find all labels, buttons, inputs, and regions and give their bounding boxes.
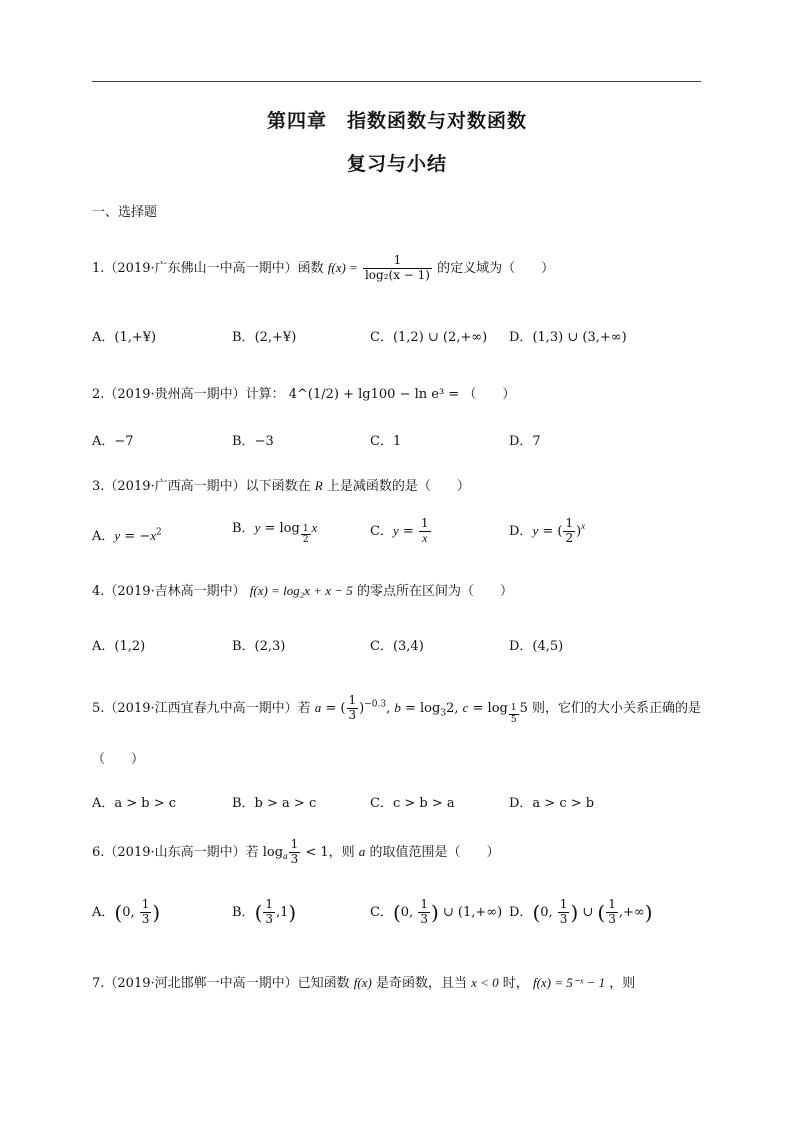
q2-option-c: C．1	[370, 434, 402, 449]
q4-option-c: C．(3,4)	[370, 639, 424, 654]
q6-option-c: C．(0, $\frac{1}{3}$ ) ∪ (1,+∞)	[370, 897, 503, 926]
q6-var-a: a	[358, 843, 366, 859]
q4-expression: f(x) = log₂x + x − 5	[249, 583, 353, 598]
question-5	[92, 694, 701, 725]
q6-option-d: D．(0, $\frac{1}{3}$ ) ∪ ( $\frac{1}{3}$ ,+∞)	[509, 897, 653, 926]
q6-mid: < 1，则	[305, 844, 355, 860]
section-heading: 一、选择题	[92, 205, 158, 220]
question-2	[92, 383, 515, 402]
q1-option-c-value: (1,2) ∪ (2,+∞)	[392, 330, 488, 345]
q7-mid2: 时，	[502, 976, 529, 991]
q4-tail: 的零点所在区间为（ ）	[356, 584, 513, 599]
q3-option-c: C．y = $\frac{1}{x}$	[370, 516, 429, 545]
q4-option-a: A．(1,2)	[92, 639, 146, 654]
q6-option-b: B．( $\frac{1}{3}$ ,1)	[232, 897, 297, 926]
q1-option-b-value: (2,+¥)	[254, 330, 297, 345]
q3-tail: 上是减函数的是（ ）	[326, 479, 470, 494]
q4-option-d: D．(4,5)	[509, 639, 564, 654]
header-rule	[92, 81, 701, 82]
q2-tail: （ ）	[463, 387, 516, 402]
q3-set-R: R	[314, 478, 323, 493]
question-3	[92, 475, 470, 494]
q2-lead: 2.（2019·贵州高一期中）计算：	[92, 387, 285, 402]
q1-option-d-value: (1,3) ∪ (3,+∞)	[532, 330, 627, 345]
q1-lead: 1.（2019·广东佛山一中高一期中）函数	[92, 260, 324, 276]
q2-option-b: B．−3	[232, 434, 274, 449]
q1-fx: f(x) =	[327, 259, 358, 275]
q7-expression: f(x) = 5⁻ˣ − 1	[532, 975, 606, 990]
q7-condition: x < 0	[471, 975, 499, 990]
q3-option-d: D．y = ( $\frac{1}{2}$ )$^x$	[509, 516, 586, 545]
q1-num: 1	[363, 254, 432, 269]
question-4	[92, 580, 513, 599]
question-7	[92, 972, 635, 991]
q1-fraction	[363, 254, 432, 283]
question-1	[92, 254, 554, 283]
q1-den: log₂(x − 1)	[364, 267, 430, 282]
q1-tail: 的定义域为（ ）	[437, 260, 555, 276]
q1-option-a-value: (1,+¥)	[114, 330, 157, 345]
q3-lead: 3.（2019·广西高一期中）以下函数在	[92, 479, 311, 494]
q6-log: $\log_a$ $\frac{1}{3}$	[262, 837, 299, 866]
q7-fx: f(x)	[353, 975, 372, 990]
q5-expression: a = ( $\frac{1}{3}$ )$^{-0.3}$, $b = \log_32$, c = log $\frac{1}{5}$ 5	[314, 693, 528, 725]
q2-option-d: D．7	[509, 434, 541, 449]
q5-option-b: B．b > a > c	[232, 796, 317, 811]
q4-option-b: B．(2,3)	[232, 639, 286, 654]
question-6	[92, 838, 499, 867]
q6-option-a: A．(0, $\frac{1}{3}$ )	[92, 897, 161, 926]
q7-tail: ，则	[609, 976, 636, 991]
q1-option-d: D．(1,3) ∪ (3,+∞)	[509, 330, 627, 345]
q5-paren: （ ）	[92, 752, 145, 767]
q1-option-b: B．(2,+¥)	[232, 330, 297, 345]
q7-mid1: 是奇函数，且当	[375, 976, 467, 991]
q2-option-a: A．−7	[92, 434, 134, 449]
q7-lead: 7.（2019·河北邯郸一中高一期中）已知函数	[92, 976, 350, 991]
q3-option-a: A．$y = -x^2$	[92, 527, 162, 544]
q3-option-b: B．y = log $\frac{1}{2}$ x	[232, 520, 318, 545]
q1-option-c: C．(1,2) ∪ (2,+∞)	[370, 330, 488, 345]
q4-lead: 4.（2019·吉林高一期中）	[92, 584, 246, 599]
q5-option-d: D．a > c > b	[509, 796, 595, 811]
q1-option-a: A．(1,+¥)	[92, 330, 157, 345]
q5-tail: 则，它们的大小关系正确的是	[532, 700, 702, 716]
chapter-title: 第四章 指数函数与对数函数	[266, 110, 527, 132]
q6-lead: 6.（2019·山东高一期中）若	[92, 844, 259, 860]
q5-option-c: C．c > b > a	[370, 796, 455, 811]
q2-expression: 4^(1/2) + lg100 − ln e³ =	[288, 387, 460, 402]
q5-lead: 5.（2019·江西宜春九中高一期中）若	[92, 700, 311, 716]
q5-option-a: A．a > b > c	[92, 796, 177, 811]
section-title: 复习与小结	[346, 153, 447, 175]
q6-tail: 的取值范围是（ ）	[369, 844, 500, 860]
